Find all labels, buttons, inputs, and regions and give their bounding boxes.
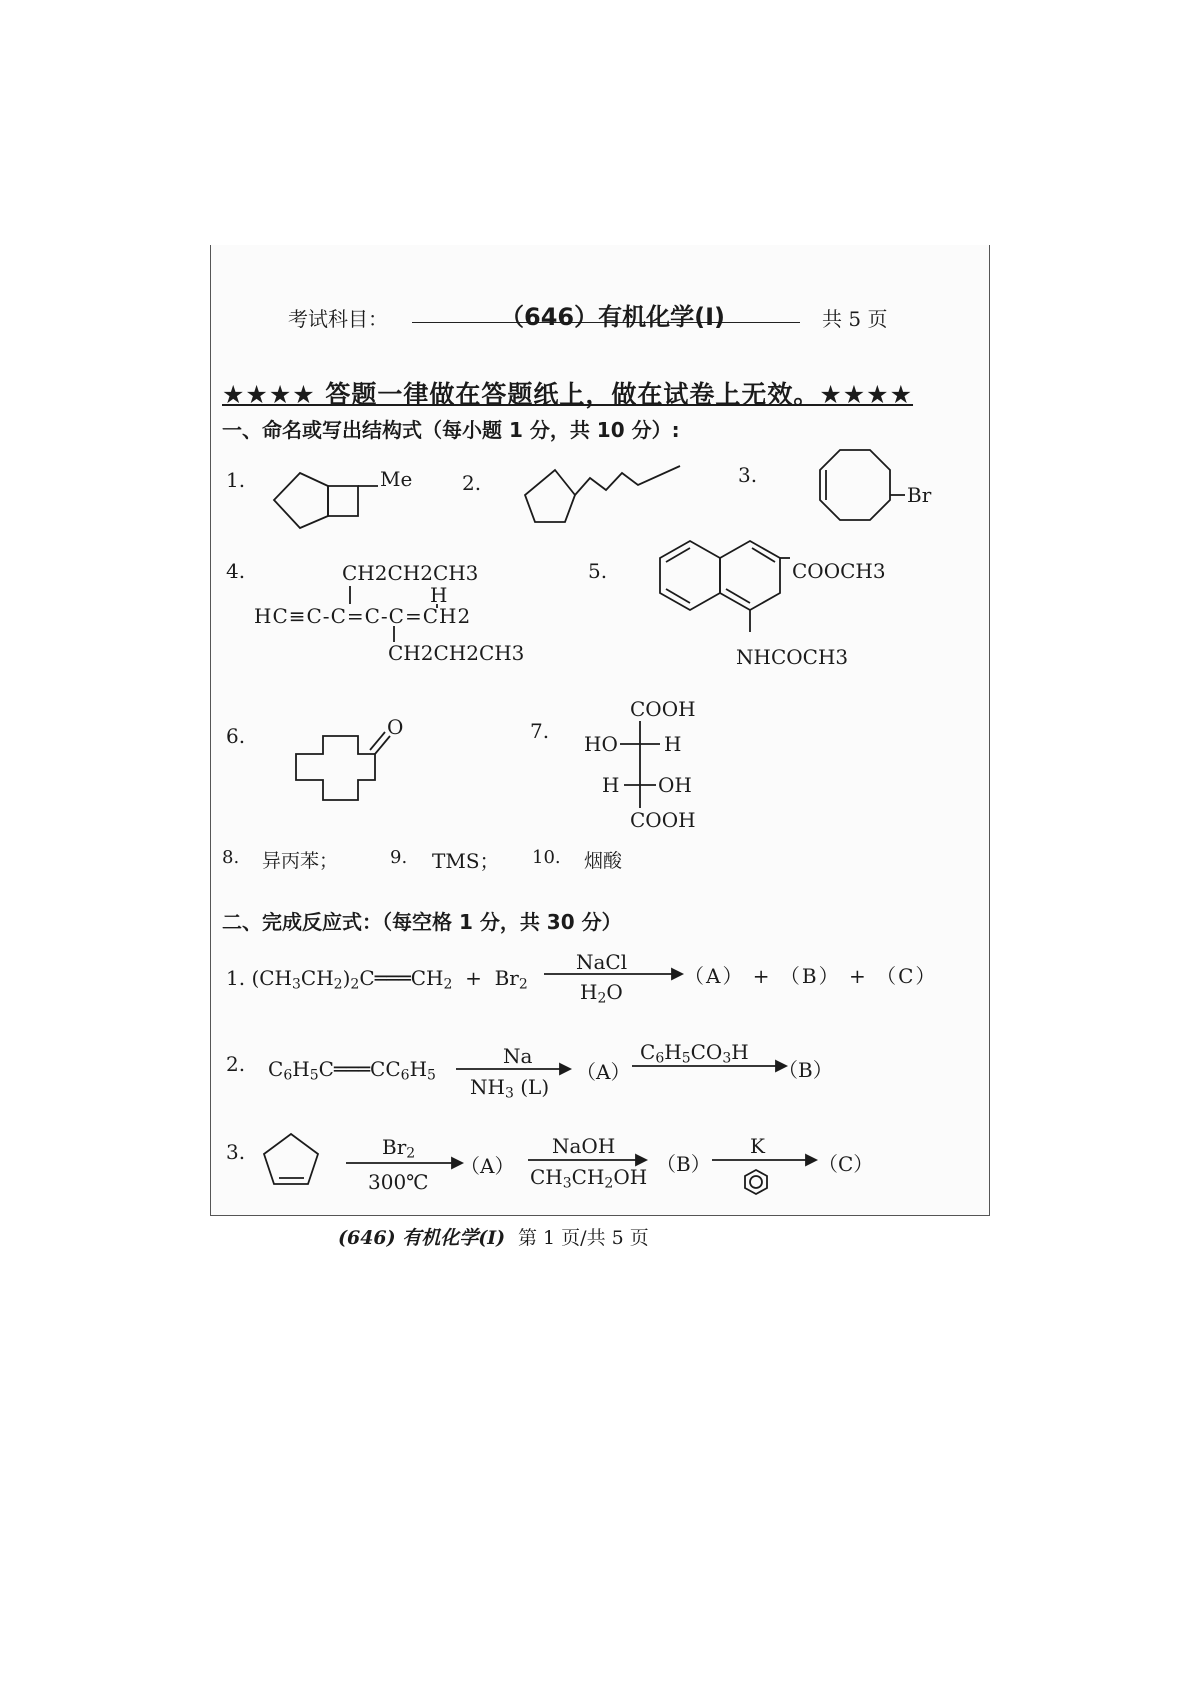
item-6-oxygen-label: O bbox=[387, 715, 404, 739]
item-5-number: 5. bbox=[588, 559, 608, 583]
reaction-2-product: （B） bbox=[778, 1058, 833, 1082]
reaction-1-reagent-above: NaCl bbox=[576, 950, 628, 974]
item-7-row2-left: H bbox=[602, 773, 620, 797]
item-7-top-cooh: COOH bbox=[630, 697, 696, 721]
item-2-number: 2. bbox=[462, 471, 482, 495]
reaction-1-reactants: 1. $(CH_3CH_2)_2C═══CH_2 + Br_2$ bbox=[226, 966, 528, 993]
reaction-3-number: 3. bbox=[226, 1140, 246, 1164]
reaction-3-product: （C） bbox=[818, 1152, 874, 1176]
item-9-name: TMS； bbox=[432, 849, 500, 873]
item-3-bromo-label: Br bbox=[907, 483, 932, 507]
exam-warning: ★★★★ 答题一律做在答题纸上，做在试卷上无效。★★★★ bbox=[222, 380, 914, 409]
reaction-3-reagent2-above: NaOH bbox=[552, 1134, 616, 1158]
page-count: 共 5 页 bbox=[822, 307, 888, 331]
item-4-hydrogen: H bbox=[430, 583, 448, 607]
section-2-title: 二、完成反应式：（每空格 1 分，共 30 分） bbox=[222, 910, 622, 934]
item-4-top-substituent: CH2CH2CH3 bbox=[342, 561, 479, 585]
item-5-ester-group: COOCH3 bbox=[792, 559, 886, 583]
reaction-2-number: 2. bbox=[226, 1052, 246, 1076]
reaction-2-intermediate: （A） bbox=[576, 1060, 631, 1084]
item-4-number: 4. bbox=[226, 559, 246, 583]
item-4-bottom-substituent: CH2CH2CH3 bbox=[388, 641, 525, 665]
item-7-row1-right: H bbox=[664, 732, 682, 756]
reaction-1-reagent-below: $H_2O$ bbox=[580, 980, 623, 1007]
reaction-3-reagent2-below: $CH_3CH_2OH$ bbox=[530, 1165, 648, 1192]
reaction-3-reagent1-above: $Br_2$ bbox=[382, 1135, 416, 1162]
item-9-number: 9. bbox=[390, 847, 408, 868]
item-7-row1-left: HO bbox=[584, 732, 618, 756]
footer-handwritten-subject: (646) 有机化学(Ⅰ) bbox=[338, 1227, 506, 1249]
item-1-methyl-label: Me bbox=[380, 467, 413, 491]
reaction-2-reactant: $C_6H_5C═══CC_6H_5$ bbox=[268, 1057, 436, 1084]
footer-page-number: 第 1 页/共 5 页 bbox=[518, 1227, 649, 1249]
reaction-2-reagent1-below: $NH_3$ (L) bbox=[470, 1075, 550, 1102]
reaction-3-reagent1-below: 300℃ bbox=[368, 1170, 429, 1194]
item-6-number: 6. bbox=[226, 724, 246, 748]
item-7-bottom-cooh: COOH bbox=[630, 808, 696, 832]
reaction-2-reagent2-above: $C_6H_5CO_3H$ bbox=[640, 1040, 749, 1067]
item-8-number: 8. bbox=[222, 847, 240, 868]
subject-value: （646）有机化学(Ⅰ) bbox=[500, 303, 725, 331]
item-1-number: 1. bbox=[226, 468, 246, 492]
section-1-title: 一、命名或写出结构式（每小题 1 分，共 10 分）: bbox=[222, 418, 680, 442]
reaction-3-intermediate-b: （B） bbox=[656, 1152, 711, 1176]
reaction-3-intermediate-a: （A） bbox=[460, 1154, 515, 1178]
subject-label: 考试科目： bbox=[288, 307, 388, 331]
reaction-2-reagent1-above: Na bbox=[503, 1044, 533, 1068]
reaction-3-reagent3-above: K bbox=[750, 1134, 765, 1158]
item-3-number: 3. bbox=[738, 463, 758, 487]
item-5-amide-group: NHCOCH3 bbox=[736, 645, 849, 669]
item-4-main-chain: HC≡C-C=C-C=CH2 bbox=[254, 604, 472, 628]
item-7-number: 7. bbox=[530, 719, 550, 743]
item-8-name: 异丙苯； bbox=[262, 850, 339, 872]
item-10-number: 10. bbox=[532, 847, 561, 868]
item-7-row2-right: OH bbox=[658, 773, 692, 797]
item-10-name: 烟酸 bbox=[584, 850, 623, 872]
reaction-1-products: （A） + （B） + （C） bbox=[684, 964, 938, 988]
